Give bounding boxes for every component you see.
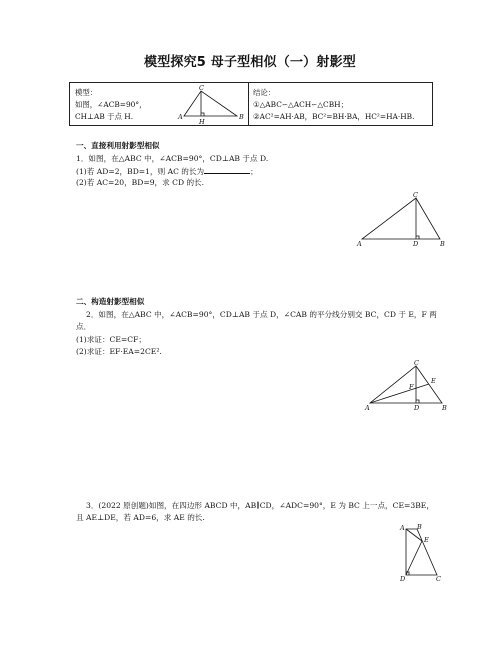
conclusion-line-2: ②AC²=AH·AB，BC²=BH·BA，HC²=HA·HB. <box>253 112 415 121</box>
right-angle-mark <box>416 236 419 239</box>
q2-line-4: (2)求证：EF·EA=2CE². <box>76 347 162 356</box>
model-left-text <box>75 87 146 123</box>
q1-line-1: 1．如图，在△ABC 中，∠ACB=90°，CD⊥AB 于点 D. <box>76 154 269 163</box>
q3-figure <box>394 522 446 584</box>
q2-figure <box>362 358 450 412</box>
q1-line-3: (2)若 AC=20，BD=9，求 CD 的长. <box>76 178 205 187</box>
model-line-1: 如图，∠ACB=90°， <box>75 100 147 109</box>
label-c: C <box>413 191 418 199</box>
segment-de <box>406 541 422 575</box>
q1-figure <box>352 190 452 248</box>
q2-line-2: 点． <box>76 322 92 331</box>
model-heading: 模型： <box>75 88 98 97</box>
label-e: E <box>424 536 429 544</box>
label-d: D <box>413 240 419 248</box>
label-a: A <box>357 240 362 248</box>
conclusion-line-1: ①△ABC∽△ACH∽△CBH； <box>253 100 348 109</box>
label-c: C <box>414 359 419 367</box>
q1-answer-blank[interactable] <box>204 165 250 174</box>
label-d: D <box>400 575 406 583</box>
model-box <box>69 82 433 126</box>
model-right-text <box>253 87 414 123</box>
right-angle-mark <box>416 400 419 403</box>
section-2-heading: 二、构造射影型相似 <box>76 297 145 306</box>
label-a: A <box>400 524 405 532</box>
angle-bisector-ae <box>370 384 429 403</box>
triangle-abc <box>184 91 237 116</box>
label-e: E <box>431 377 436 385</box>
q3-line-2: 且 AE⊥DE，若 AD=6，求 AE 的长. <box>76 513 205 522</box>
label-a: A <box>365 404 370 412</box>
q2-line-3: (1)求证：CE=CF； <box>76 335 146 344</box>
label-c: C <box>199 85 204 92</box>
label-f: F <box>409 383 414 391</box>
label-c: C <box>436 575 441 583</box>
label-b: B <box>440 240 445 248</box>
model-figure <box>175 85 247 125</box>
label-d: D <box>414 404 420 412</box>
q3-line-1: 3．(2022 原创题)如图，在四边形 ABCD 中，AB∥CD，∠ADC=90°，E 为 BC 上一点，CE=3BE， <box>86 501 434 510</box>
q1-part1-text: (1)若 AD=2，BD=1，则 AC 的长为 <box>76 167 205 176</box>
conclusion-heading: 结论： <box>253 88 276 97</box>
label-b: B <box>442 404 447 412</box>
right-angle-mark <box>201 113 204 116</box>
section-1-heading: 一、直接利用射影型相似 <box>76 141 160 150</box>
label-b: B <box>417 523 422 531</box>
triangle-abc <box>362 198 440 239</box>
quadrilateral-abcd <box>406 529 437 575</box>
label-b: B <box>239 113 244 121</box>
q1-part1-end: ； <box>250 167 258 176</box>
box-divider <box>248 83 249 125</box>
page-title: 模型探究5 母子型相似（一）射影型 <box>144 55 356 70</box>
label-a: A <box>178 113 183 121</box>
q2-line-1: 2．如图，在△ABC 中，∠ACB=90°，CD⊥AB 于点 D，∠CAB 的平分线分别交 BC，CD 于 E，F 两 <box>86 310 437 319</box>
label-h: H <box>199 118 205 125</box>
model-line-2: CH⊥AB 于点 H. <box>75 112 134 121</box>
